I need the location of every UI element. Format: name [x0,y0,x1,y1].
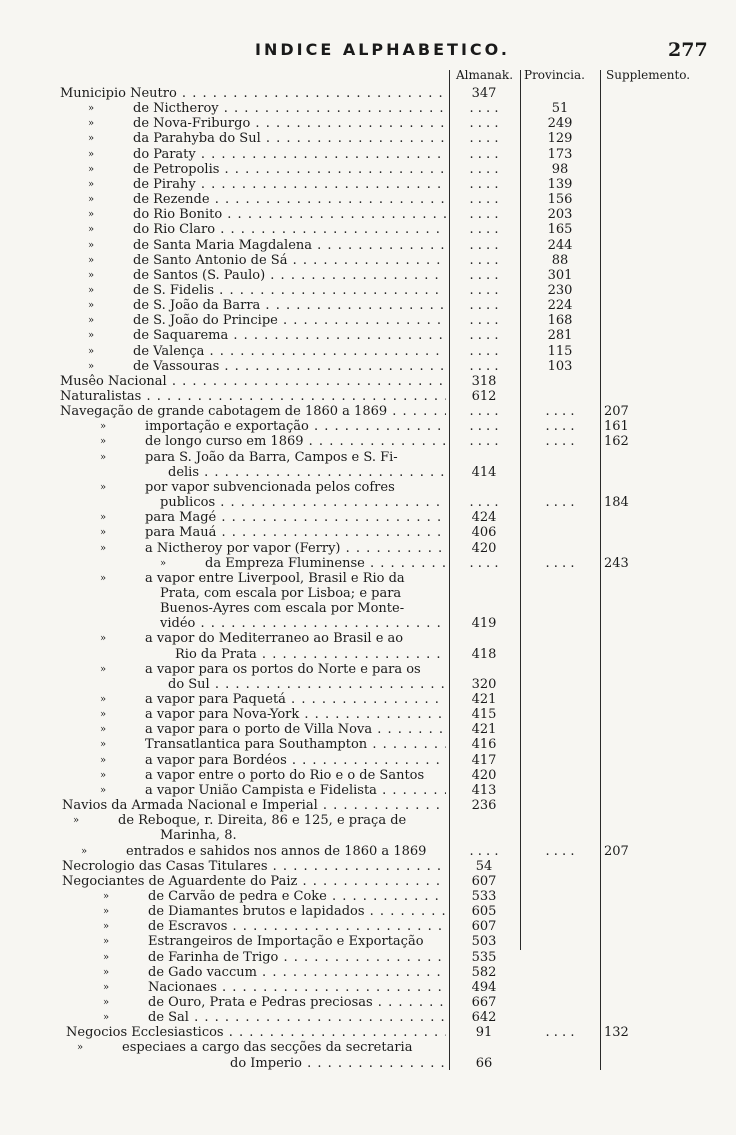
almanak-ref: 419 [471,616,497,632]
index-row [0,768,736,783]
supplemento-ref: 207 [604,843,629,859]
index-row [0,450,736,465]
index-row [0,328,736,343]
index-entry-text: do Paraty . . . [133,147,446,162]
index-entry-text: Estrangeiros de Importação e Exportação [148,934,424,950]
index-row [0,162,736,177]
index-entry-text: a vapor entre Liverpool, Brasil e Rio da [145,570,405,586]
index-row [0,1025,736,1040]
index-row [0,874,736,889]
supplemento-ref: 184 [604,495,629,511]
provincia-ref: . . . . [545,555,575,571]
index-row [0,525,736,540]
almanak-ref: 582 [471,964,497,980]
index-entry-text: de S. João da Barra . . . [133,298,446,313]
index-row [0,298,736,313]
almanak-ref: 424 [471,510,497,526]
index-entry-text: Navios da Armada Nacional e Imperial . . . [62,798,446,813]
index-entry-text: especiaes a cargo das secções da secretaria [122,1040,413,1056]
index-entry-text: de Reboque, r. Direita, 86 e 125, e praça de [118,813,407,829]
ditto-mark: » [73,815,80,827]
ditto-mark: » [103,981,110,993]
index-row [0,556,736,571]
index-row [0,434,736,449]
index-row [0,359,736,374]
ditto-mark: » [88,224,95,236]
provincia-ref: 173 [547,146,573,162]
index-row [0,571,736,586]
provincia-ref: 244 [547,237,573,253]
index-row [0,268,736,283]
index-entry-text: para Mauá . . . [145,525,446,540]
provincia-ref: 103 [547,358,573,374]
index-entry-text: a vapor para Paquetá . . . [145,692,446,707]
almanak-ref: 607 [471,873,497,889]
index-entry-text: Municipio Neutro . . . [60,86,446,101]
ditto-mark: » [103,936,110,948]
index-row [0,510,736,525]
almanak-ref: 347 [471,86,497,101]
provincia-ref: 249 [547,116,573,132]
almanak-ref: 421 [471,692,497,707]
provincia-ref: 139 [547,176,573,192]
index-row [0,101,736,116]
index-entry-text: Musêo Nacional . . . [60,374,446,389]
provincia-ref: 165 [547,222,573,238]
almanak-ref: . . . . [469,298,499,314]
index-entry-text: Negocios Ecclesiasticos . . . [66,1025,446,1040]
ditto-mark: » [88,300,95,312]
index-row [0,950,736,965]
ditto-mark: » [100,572,107,584]
index-row [0,753,736,768]
index-row [0,192,736,207]
provincia-ref: . . . . [545,404,575,420]
ditto-mark: » [100,709,107,721]
index-entry-text: para Magé . . . [145,510,446,525]
almanak-ref: 416 [471,737,497,753]
ditto-mark: » [88,254,95,266]
almanak-ref: . . . . [469,328,499,344]
index-row [0,647,736,662]
almanak-ref: 420 [471,767,497,783]
column-headers [0,68,736,86]
almanak-ref: . . . . [469,343,499,359]
provincia-ref: 115 [547,343,573,359]
ditto-mark: » [100,527,107,539]
almanak-ref: 607 [471,919,497,935]
ditto-mark: » [77,1042,84,1054]
ditto-mark: » [100,633,107,645]
index-entry-text: Naturalistas . . . [60,389,446,404]
index-entry-text: a vapor do Mediterraneo ao Brasil e ao [145,631,404,647]
almanak-ref: . . . . [469,495,499,511]
index-row [0,904,736,919]
index-entry-text: Buenos-Ayres com escala por Monte- [160,601,405,617]
index-row [0,283,736,298]
supplemento-ref: 132 [604,1025,629,1041]
index-entry-text: de Farinha de Trigo . . . [148,950,446,965]
index-entry-text: de Gado vaccum . . . [148,965,446,980]
almanak-ref: 494 [471,979,497,995]
provincia-ref: 230 [547,282,573,298]
supplemento-ref: 162 [604,434,629,450]
column-header-almanak: Almanak. [456,68,514,82]
almanak-ref: 417 [471,752,497,768]
index-row [0,616,736,631]
index-entry-text: de Ouro, Prata e Pedras preciosas . . . [148,995,446,1010]
index-row [0,601,736,616]
index-row [0,813,736,828]
index-row [0,374,736,389]
supplemento-ref: 207 [604,404,629,420]
provincia-ref: 129 [547,131,573,147]
ditto-mark: » [100,436,107,448]
almanak-ref: 642 [471,1010,497,1026]
provincia-ref: 51 [551,101,569,117]
index-row [0,86,736,101]
index-row [0,404,736,419]
index-entry-text: do Rio Bonito . . . [133,207,446,222]
index-row [0,919,736,934]
almanak-ref: . . . . [469,161,499,177]
ditto-mark: » [100,769,107,781]
almanak-ref: . . . . [469,131,499,147]
index-row [0,419,736,434]
index-row [0,692,736,707]
column-header-provincia: Provincia. [524,68,585,82]
almanak-ref: 413 [471,782,497,798]
almanak-ref: 320 [471,676,497,692]
almanak-ref: 533 [471,888,497,904]
index-entry-text: a vapor entre o porto do Rio e o de Santos [145,767,425,783]
index-entry-text: de Pirahy . . . [133,177,446,192]
index-entry-text: importação e exportação . . . [145,419,446,434]
almanak-ref: 54 [475,858,493,874]
ditto-mark: » [88,118,95,130]
index-row [0,480,736,495]
index-entry-text: de Nictheroy . . . [133,101,446,116]
ditto-mark: » [100,663,107,675]
index-entry-text: de Santa Maria Magdalena . . . [133,238,446,253]
almanak-ref: 236 [471,798,497,814]
index-entry-text: Transatlantica para Southampton . . . [145,737,446,752]
index-row [0,631,736,646]
index-row [0,707,736,722]
provincia-ref: 281 [547,328,573,344]
index-row [0,677,736,692]
ditto-mark: » [103,1012,110,1024]
index-entry-text: por vapor subvencionada pelos cofres [145,479,395,495]
almanak-ref: 415 [471,707,497,723]
index-entry-text: de Nova-Friburgo . . . [133,116,446,131]
index-row [0,207,736,222]
almanak-ref: . . . . [469,843,499,859]
ditto-mark: » [88,148,95,160]
ditto-mark: » [88,360,95,372]
index-row [0,222,736,237]
index-entry-text: publicos . . . [160,495,446,510]
index-entry-text: de Diamantes brutos e lapidados . . . [148,904,446,919]
ditto-mark: » [88,103,95,115]
index-entry-text: do Rio Claro . . . [133,222,446,237]
index-entry-text: Navegação de grande cabotagem de 1860 a 1869 . . . [60,404,446,419]
almanak-ref: . . . . [469,404,499,420]
provincia-ref: . . . . [545,843,575,859]
ditto-mark: » [100,512,107,524]
index-entry-text: Rio da Prata . . . [175,647,446,662]
almanak-ref: . . . . [469,222,499,238]
index-entry-text: a vapor para Bordéos . . . [145,753,446,768]
provincia-ref: . . . . [545,434,575,450]
almanak-ref: . . . . [469,116,499,132]
ditto-mark: » [103,951,110,963]
ditto-mark: » [88,345,95,357]
ditto-mark: » [88,330,95,342]
ditto-mark: » [103,921,110,933]
almanak-ref: . . . . [469,282,499,298]
page-header [0,40,736,70]
almanak-ref: 667 [471,995,497,1010]
provincia-ref: 88 [551,252,569,268]
index-row [0,131,736,146]
index-row [0,934,736,949]
provincia-ref: 168 [547,313,573,329]
index-row [0,313,736,328]
provincia-ref: 98 [551,161,569,177]
supplemento-ref: 243 [604,555,629,571]
almanak-ref: . . . . [469,419,499,435]
ditto-mark: » [100,421,107,433]
almanak-ref: . . . . [469,252,499,268]
index-row [0,465,736,480]
almanak-ref: 318 [471,373,497,389]
index-row [0,980,736,995]
provincia-ref: 203 [547,207,573,223]
index-entry-text: da Parahyba do Sul . . . [133,131,446,146]
index-row [0,1056,736,1071]
index-entry-text: Marinha, 8. [160,828,237,844]
almanak-ref: . . . . [469,555,499,571]
index-entry-text: de Sal . . . [148,1010,446,1025]
ditto-mark: » [88,284,95,296]
index-entry-text: de Petropolis . . . [133,162,446,177]
index-row [0,344,736,359]
column-header-supplemento: Supplemento. [606,68,691,82]
almanak-ref: 91 [475,1025,493,1041]
index-entry-text: delis . . . [168,465,446,480]
almanak-ref: . . . . [469,207,499,223]
almanak-ref: 612 [471,389,497,404]
ditto-mark: » [100,754,107,766]
index-entry-text: vidéo . . . [160,616,446,631]
provincia-ref: . . . . [545,495,575,511]
index-entry-text: Prata, com escala por Lisboa; e para [160,585,402,601]
index-entry-text: a vapor União Campista e Fidelista . . . [145,783,446,798]
index-entry-text: de longo curso em 1869 . . . [145,434,446,449]
ditto-mark: » [103,890,110,902]
ditto-mark: » [88,209,95,221]
index-row [0,722,736,737]
index-row [0,541,736,556]
ditto-mark: » [81,845,88,857]
index-row [0,798,736,813]
provincia-ref: . . . . [545,419,575,435]
almanak-ref: . . . . [469,237,499,253]
index-entry-text: a Nictheroy por vapor (Ferry) . . . [145,541,446,556]
index-entry-text: para S. João da Barra, Campos e S. Fi- [145,449,398,465]
index-row [0,495,736,510]
almanak-ref: 503 [471,934,497,950]
index-row [0,238,736,253]
index-entry-text: de Rezende . . . [133,192,446,207]
index-row [0,389,736,404]
ditto-mark: » [88,315,95,327]
index-entry-text: da Empreza Fluminense . . . [205,556,446,571]
almanak-ref: 414 [471,464,497,480]
index-entry-text: de Saquarema . . . [133,328,446,343]
index-entry-text: entrados e sahidos nos annos de 1860 a 1869 [126,843,427,859]
almanak-ref: . . . . [469,192,499,208]
almanak-ref: . . . . [469,146,499,162]
index-entry-text: de Santo Antonio de Sá . . . [133,253,446,268]
index-entry-text: de S. João do Principe . . . [133,313,446,328]
ditto-mark: » [88,133,95,145]
index-entry-text: Necrologio das Casas Titulares . . . [62,859,446,874]
index-entry-text: de Santos (S. Paulo) . . . [133,268,446,283]
index-entry-text: Nacionaes . . . [148,980,446,995]
page-title: INDICE ALPHABETICO. [255,40,510,59]
index-entry-text: do Imperio . . . [230,1056,446,1071]
ditto-mark: » [103,906,110,918]
almanak-ref: . . . . [469,358,499,374]
almanak-ref: . . . . [469,101,499,117]
index-row [0,828,736,843]
provincia-ref: 224 [547,298,573,314]
index-row [0,116,736,131]
index-row [0,253,736,268]
ditto-mark: » [100,724,107,736]
ditto-mark: » [100,739,107,751]
ditto-mark: » [103,997,110,1008]
index-entry-text: Negociantes de Aguardente do Paiz . . . [62,874,446,889]
ditto-mark: » [100,784,107,796]
index-row [0,889,736,904]
provincia-ref: . . . . [545,1025,575,1041]
index-entry-text: a vapor para os portos do Norte e para os [145,661,421,677]
ditto-mark: » [100,481,107,493]
index-row [0,662,736,677]
ditto-mark: » [88,269,95,281]
almanak-ref: 421 [471,722,497,738]
almanak-ref: 420 [471,540,497,556]
index-row [0,783,736,798]
almanak-ref: . . . . [469,267,499,283]
index-row [0,147,736,162]
almanak-ref: 605 [471,904,497,920]
index-row [0,177,736,192]
almanak-ref: 406 [471,525,497,541]
index-entry-text: a vapor para Nova-York . . . [145,707,446,722]
index-entry-text: a vapor para o porto de Villa Nova . . . [145,722,446,737]
almanak-ref: 66 [475,1055,493,1071]
almanak-ref: 535 [471,949,497,965]
almanak-ref: . . . . [469,176,499,192]
almanak-ref: . . . . [469,313,499,329]
index-entry-text: de S. Fidelis . . . [133,283,446,298]
almanak-ref: . . . . [469,434,499,450]
ditto-mark: » [100,542,107,554]
index-entry-text: de Escravos . . . [148,919,446,934]
provincia-ref: 301 [547,267,573,283]
index-entry-text: do Sul . . . [168,677,446,692]
index-row [0,1040,736,1055]
index-entry-text: de Valença . . . [133,344,446,359]
ditto-mark: » [88,239,95,251]
index-row [0,859,736,874]
ditto-mark: » [100,694,107,705]
ditto-mark: » [160,557,167,569]
index-row [0,737,736,752]
ditto-mark: » [88,163,95,175]
index-row [0,965,736,980]
index-row [0,995,736,1010]
index-row [0,844,736,859]
supplemento-ref: 161 [604,419,629,435]
provincia-ref: 156 [547,192,573,208]
ditto-mark: » [88,178,95,190]
index-entry-text: de Vassouras . . . [133,359,446,374]
page-number: 277 [668,39,708,61]
index-row [0,1010,736,1025]
ditto-mark: » [100,451,107,463]
index-row [0,586,736,601]
ditto-mark: » [103,966,110,978]
almanak-ref: 418 [471,646,497,662]
ditto-mark: » [88,194,95,206]
index-entry-text: de Carvão de pedra e Coke . . . [148,889,446,904]
